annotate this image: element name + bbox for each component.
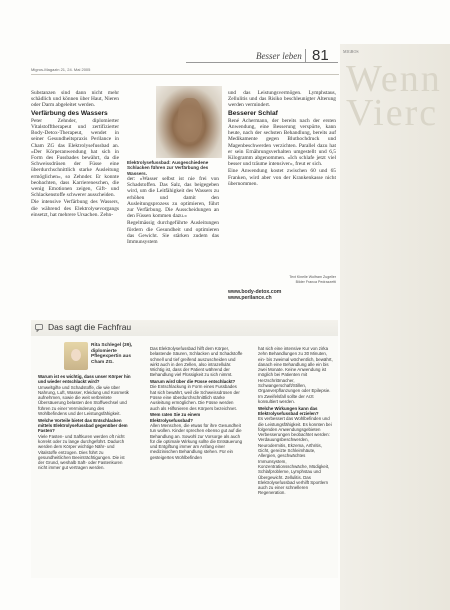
interview-column-2 [150, 346, 244, 461]
interview-entry [38, 374, 132, 416]
paragraph: Eine Anwendung kostet zwischen 60 und 65 Franken, wird aber von der Krankenkasse nicht übernommen. [228, 168, 336, 187]
expert-bio: Rita Schlegel (39), diplomierte Pflegexpertin aus Cham ZG. [91, 343, 133, 365]
paragraph: Peter Zehnder, diplomierter Vitalstofftherapeut und zertifizierter Body-Detox-Therapeut, wendet in seiner Gesundheitspraxis Perilance in Cham ZG das Elektrolysefussbad an. «Der Körperanwendung hat sich in Form des Fussbades bewährt, da die Schweissdrüsen der Füsse eine überdurchschnittlich starke Ausleitung ermöglichen», so Zehnder. Er konnte beobachten, dass Karriereneschen, die wenig Emotionen zeigen, Gift- und Schlackenstoffe schwerer ausscheiden. [31, 117, 119, 199]
expert-sidebar-title: Das sagt die Fachfrau [48, 322, 132, 332]
paragraph: Substanzen sind dann nicht mehr schädlich und können über Haut, Nieren oder Darm abgeleitet werden. [31, 90, 119, 109]
article-column-2 [127, 176, 219, 246]
interview-answer: Es verbessert das Wohlbefinden und die Leistungsfähigkeit. Es konnten bei folgenden Anwendungsgebieten Verbesserungen beobachtet werden: Verdauungsbeschwerden, Neurodermitis, Ekzema, Arthritis, Gicht, gereizte Schleimhäute, Allergien, geschwächtes Immunsystem, Konzentrationsschwäche, Müdigkeit, Schlafprobleme, Lymphstau und Übergewicht. Zellulitis. Das Elektrolysefussbad verhilft Sportlern auch zu einer schnelleren Regeneration. [258, 416, 332, 496]
article-credits: Text Kinelle Wolfram Zugeller Bilder Franca Pedrazzetti [289, 275, 336, 284]
paragraph: René Achermann, der bereits nach der ersten Anwendung, eine Besserung verspürte, kann heute, nach der sechsten Behandlung, bereits auf Medikamente gegen Bluthochdruck und Magenbeschwerden verzichten. Parallel dazu hat er sein Ernährungsverhalten umgestellt und 6,5 Kilogramm abgenommen. «Ich schlafe jetzt viel besser und träume intensiver», freut er sich. [228, 117, 336, 168]
paragraph: Regelmässig durchgeführte Ausleitungen fördern die Gesundheit und optimieren das Gewicht. Sie stärken zudem das Immunsystem [127, 220, 219, 246]
interview-answer: Das Elektrolysefussbad hilft dem Körper, belastende Säuren, Schlacken und Schadstoffe schnell und tief greifend auszuscheiden und wirkt auch in den Zellen, also intrazellulär. Wichtig ist, dass der Patient während der Behandlung viel Flüssigkeit zu sich nimmt. [150, 346, 243, 378]
article-column-1 [31, 90, 119, 219]
subheading: Verfärbung des Wassers [31, 109, 108, 117]
article-links: www.body-detox.com www.perilance.ch [228, 289, 282, 302]
interview-entry [150, 346, 244, 378]
paragraph: und das Leistungsvermögen. Lymphstaus, Zellulitis und das Risiko beschleunigter Alterung werden vermindert. [228, 90, 336, 109]
foot-image [178, 98, 202, 142]
paragraph: der: «Wasser selbst ist nie frei von Schadstoffen. Das Salz, das beigegeben wird, um die Leitfähigkeit des Wassers zu erhöhen und damit den Ausleitungsprozess zu optimieren, führt zur Verfärbung. Die Ausscheidungen an den Füssen kommen dazu.» [127, 176, 219, 220]
interview-entry [150, 379, 244, 411]
interview-question: Wem raten Sie zu einem Elektrolysefussbad? [150, 412, 201, 423]
issue-line: Migros-Magazin 21, 24. Mai 2005 [31, 67, 91, 72]
interview-question: Warum wird über die Füsse entschlackt? [150, 379, 236, 385]
interview-answer: Umweltgifte und Schadstoffe, die wie über Nahrung, Luft, Wasser, Kleidung und Kosmetik aufnehmen, sowie die weit verbreitete Übersäuerung belasten den Stoffwechsel und führen zu einer Verminderung des Wohlbefindens und der Leistungsfähigkeit. [38, 384, 129, 417]
section-title: Besser leben [256, 51, 302, 61]
interview-question: Welche Wirkungen kann das Elektrolysefussbad erzielen? [258, 405, 319, 416]
interview-answer: hat sich eine intensive Kur von zirka zehn Behandlungen zu 30 Minuten, ein- bis zweimal wöchentlich, bewährt, danach eine Behandlung alle ein bis zwei Monate. Keine Anwendung ist möglich bei Patienten mit Herzschrittmacher, Schwangerschaft/Stillen, Organverpflanzungen oder Epilepsie. Im Zweifelsfall sollte der Arzt konsultiert werden. [258, 346, 333, 404]
interview-entry [150, 412, 244, 460]
interview-answer: Allen Menschen, die etwas für ihre Gesundheit tun wollen. Kinder sprechen ebenso gut auf die Behandlung an. Sowohl zur Vorsorge als auch für die optimale Wirkung sollte die Entsäuerung und Entgiftung immer am Anfang einer medizinischen Behandlung stehen. Für ein gesteigertes Wohlbefinden [150, 422, 243, 460]
interview-column-1 [38, 374, 132, 472]
interview-entry [38, 418, 132, 471]
page-number-separator [305, 49, 306, 63]
portrait-face [71, 349, 81, 361]
interview-answer: Die Entschlackung in Form eines Fussbades hat sich bewährt, weil die Schweissdrüsen der Füsse eine überdurchschnittlich starke Ausleitung ermöglichen. Die Füsse werden auch als Hilfsnieren des Körpers bezeichnet. [150, 384, 240, 411]
adjacent-page-headline: Wenn Vierc [346, 58, 442, 134]
issue-rule [31, 74, 339, 75]
interview-question: Welche Vorteile bietet das Entschlacken mittels Elektrolysefussbad gegenüber dem Fasten? [38, 417, 128, 434]
interview-answer: Viele Fasten- und Saftkuren werden oft nicht korrekt oder zu lange durchgeführt. Dadurch werden dem Körper wichtige Nähr- und Vitalstoffe entzogen. Dies führt zu gesundheitlichen Beeinträchtigungen. Die ist der Grund, weshalb Saft- oder Fastenkuren nicht immer gut vertragen werden. [38, 433, 125, 471]
photo-caption: Elektrolysefussbad: Ausgeschiedene Schlacken führen zur Verfärbung des Wassers. [127, 160, 209, 176]
interview-column-3 [258, 346, 334, 497]
article-column-3 [228, 90, 336, 188]
subheading: Besserer Schlaf [228, 109, 278, 117]
interview-question: Warum ist es wichtig, dass unser Körper hin und wieder entschlackt wird? [38, 374, 131, 385]
speech-bubble-icon [35, 324, 43, 332]
adjacent-page-label: MIGROS [343, 49, 359, 54]
paragraph: Die intensive Verfärbung des Wassers, die während des Elektrolysevorgangs einsetzt, hat mehrere Ursachen. Zehn- [31, 199, 119, 218]
page-number: 81 [312, 47, 329, 64]
interview-entry [258, 406, 334, 496]
interview-entry [258, 346, 334, 404]
